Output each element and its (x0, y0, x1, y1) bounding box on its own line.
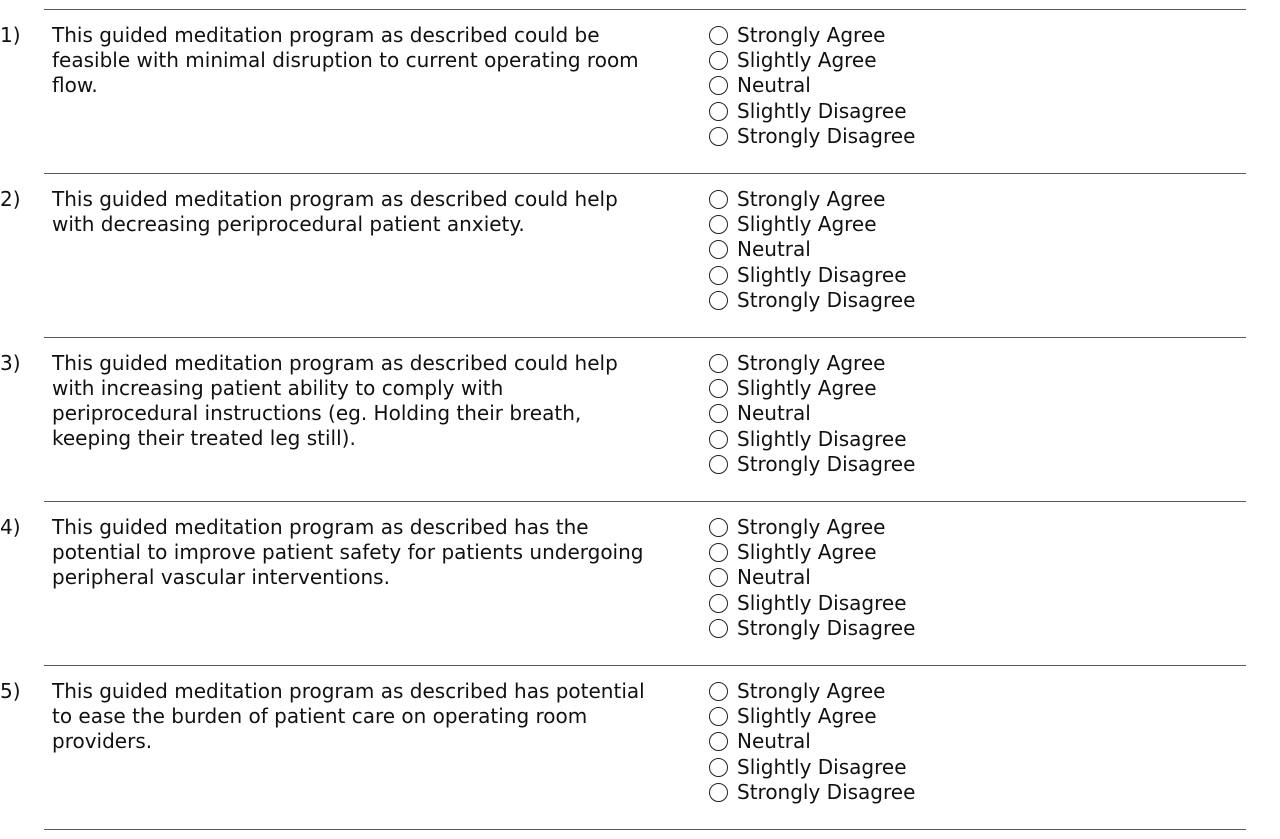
radio-button[interactable] (709, 619, 728, 638)
option-neutral[interactable] (709, 565, 915, 590)
option-neutral[interactable] (709, 729, 915, 754)
option-label: Slightly Disagree (737, 754, 907, 779)
option-slightly-disagree[interactable] (709, 263, 915, 288)
option-label: Neutral (737, 565, 811, 590)
radio-button[interactable] (709, 758, 728, 777)
option-label: Neutral (737, 237, 811, 262)
radio-button[interactable] (709, 404, 728, 423)
option-slightly-disagree[interactable] (709, 427, 915, 452)
option-strongly-disagree[interactable] (709, 124, 915, 149)
option-strongly-disagree[interactable] (709, 780, 915, 805)
option-label: Slightly Agree (737, 48, 877, 73)
option-slightly-agree[interactable] (709, 212, 915, 237)
radio-button[interactable] (709, 682, 728, 701)
radio-button[interactable] (709, 76, 728, 95)
answer-options (709, 679, 915, 805)
option-slightly-agree[interactable] (709, 540, 915, 565)
option-strongly-disagree[interactable] (709, 616, 915, 641)
option-strongly-disagree[interactable] (709, 452, 915, 477)
radio-button[interactable] (709, 215, 728, 234)
radio-button[interactable] (709, 732, 728, 751)
question-text: This guided meditation program as described could help with decreasing periprocedural patient anxiety. (52, 187, 618, 236)
radio-button[interactable] (709, 518, 728, 537)
question-number: 3) (0, 351, 21, 375)
option-slightly-agree[interactable] (709, 48, 915, 73)
question-text: This guided meditation program as described could be feasible with minimal disruption to current operating room flow. (52, 23, 639, 97)
option-neutral[interactable] (709, 401, 915, 426)
option-label: Strongly Agree (737, 679, 886, 704)
survey-form (0, 9, 1246, 830)
question-5 (0, 666, 1246, 829)
option-label: Strongly Disagree (737, 615, 916, 640)
option-label: Slightly Agree (737, 376, 877, 401)
answer-options (709, 515, 915, 641)
radio-button[interactable] (709, 543, 728, 562)
question-4 (0, 502, 1246, 665)
option-slightly-disagree[interactable] (709, 755, 915, 780)
radio-button[interactable] (709, 430, 728, 449)
radio-button[interactable] (709, 190, 728, 209)
option-label: Strongly Agree (737, 23, 886, 48)
question-3 (0, 338, 1246, 501)
question-text: This guided meditation program as described has potential to ease the burden of patient care on operating room providers. (52, 679, 645, 753)
option-slightly-agree[interactable] (709, 704, 915, 729)
radio-button[interactable] (709, 26, 728, 45)
radio-button[interactable] (709, 594, 728, 613)
radio-button[interactable] (709, 102, 728, 121)
option-label: Slightly Agree (737, 212, 877, 237)
question-number: 5) (0, 679, 21, 703)
divider (44, 829, 1246, 830)
option-label: Strongly Agree (737, 187, 886, 212)
question-number: 2) (0, 187, 21, 211)
option-label: Neutral (737, 401, 811, 426)
option-label: Slightly Agree (737, 704, 877, 729)
question-text: This guided meditation program as described could help with increasing patient ability to comply with periprocedural instructions (eg. Holding their breath, keeping their treated leg still). (52, 351, 618, 450)
radio-button[interactable] (709, 568, 728, 587)
option-slightly-disagree[interactable] (709, 99, 915, 124)
radio-button[interactable] (709, 783, 728, 802)
option-label: Strongly Disagree (737, 779, 916, 804)
answer-options (709, 187, 915, 313)
question-1 (0, 10, 1246, 173)
answer-options (709, 351, 915, 477)
option-label: Strongly Agree (737, 515, 886, 540)
radio-button[interactable] (709, 455, 728, 474)
radio-button[interactable] (709, 379, 728, 398)
radio-button[interactable] (709, 51, 728, 70)
option-strongly-agree[interactable] (709, 23, 915, 48)
option-label: Neutral (737, 729, 811, 754)
option-strongly-agree[interactable] (709, 187, 915, 212)
radio-button[interactable] (709, 127, 728, 146)
option-strongly-agree[interactable] (709, 515, 915, 540)
question-number: 4) (0, 515, 21, 539)
option-strongly-disagree[interactable] (709, 288, 915, 313)
radio-button[interactable] (709, 266, 728, 285)
question-2 (0, 174, 1246, 337)
option-neutral[interactable] (709, 237, 915, 262)
option-label: Slightly Disagree (737, 98, 907, 123)
option-label: Slightly Disagree (737, 590, 907, 615)
option-label: Strongly Disagree (737, 287, 916, 312)
option-neutral[interactable] (709, 73, 915, 98)
option-slightly-disagree[interactable] (709, 591, 915, 616)
question-text: This guided meditation program as described has the potential to improve patient safety for patients undergoing peripheral vascular interventions. (52, 515, 644, 589)
option-label: Slightly Agree (737, 540, 877, 565)
radio-button[interactable] (709, 707, 728, 726)
answer-options (709, 23, 915, 149)
radio-button[interactable] (709, 291, 728, 310)
radio-button[interactable] (709, 240, 728, 259)
option-label: Strongly Disagree (737, 123, 916, 148)
option-label: Strongly Disagree (737, 451, 916, 476)
option-slightly-agree[interactable] (709, 376, 915, 401)
option-strongly-agree[interactable] (709, 679, 915, 704)
option-label: Slightly Disagree (737, 262, 907, 287)
option-label: Strongly Agree (737, 351, 886, 376)
question-number: 1) (0, 23, 21, 47)
option-label: Slightly Disagree (737, 426, 907, 451)
option-label: Neutral (737, 73, 811, 98)
option-strongly-agree[interactable] (709, 351, 915, 376)
radio-button[interactable] (709, 354, 728, 373)
